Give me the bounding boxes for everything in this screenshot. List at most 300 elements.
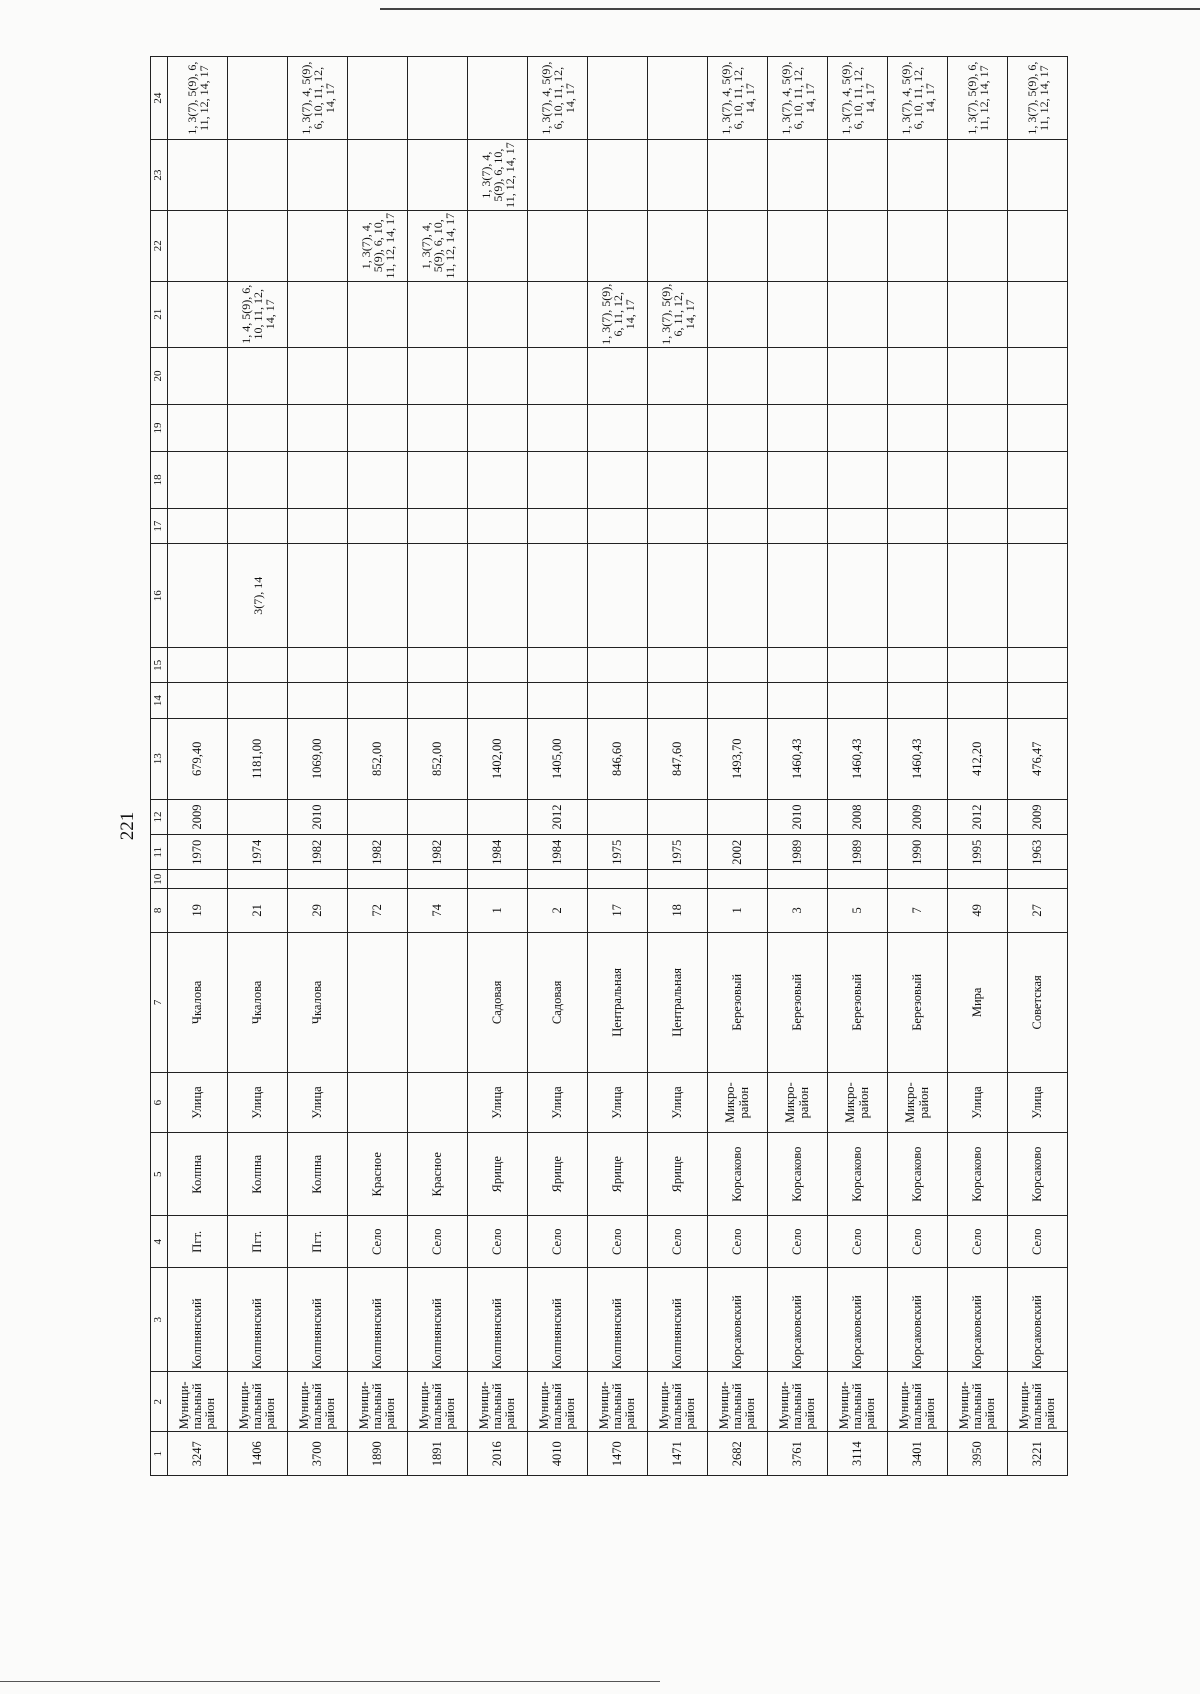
cell-street-type	[408, 1072, 468, 1132]
cell-col-10	[828, 870, 888, 889]
cell-col-22	[888, 210, 948, 281]
cell-district: Колпнянский	[168, 1268, 228, 1372]
cell-record-id: 3700	[288, 1432, 348, 1476]
cell-col-24: 1, 3(7), 5(9), 6, 11, 12, 14, 17	[168, 57, 228, 140]
cell-settlement-name: Колпна	[168, 1133, 228, 1216]
cell-col-23	[828, 140, 888, 211]
cell-col-24: 1, 3(7), 4, 5(9), 6, 10, 11, 12, 14, 17	[708, 57, 768, 140]
cell-col-24	[588, 57, 648, 140]
cell-total-area: 1069,00	[288, 718, 348, 799]
cell-street-name: Центральная	[588, 932, 648, 1072]
cell-col-22	[588, 210, 648, 281]
page-number: 221	[117, 811, 138, 841]
cell-col-18	[288, 451, 348, 508]
cell-col-15	[1008, 648, 1068, 683]
cell-house-number: 18	[648, 889, 708, 933]
cell-col-20	[468, 347, 528, 404]
cell-district: Корсаковский	[1008, 1268, 1068, 1372]
cell-district: Корсаковский	[828, 1268, 888, 1372]
cell-col-14	[1008, 683, 1068, 718]
cell-settlement-type: Село	[888, 1216, 948, 1268]
cell-col-16	[1008, 544, 1068, 648]
cell-col-24: 1, 3(7), 5(9), 6, 11, 12, 14, 17	[1008, 57, 1068, 140]
cell-build-year: 2002	[708, 835, 768, 870]
cell-settlement-name: Красное	[348, 1133, 408, 1216]
cell-col-14	[708, 683, 768, 718]
cell-record-id: 4010	[528, 1432, 588, 1476]
cell-col-17	[348, 508, 408, 543]
cell-house-number: 5	[828, 889, 888, 933]
cell-repair-year	[588, 799, 648, 834]
cell-settlement-name: Корсаково	[708, 1133, 768, 1216]
col-header: 24	[151, 57, 168, 140]
cell-municipality-type: Муници-пальный район	[588, 1372, 648, 1432]
cell-house-number: 49	[948, 889, 1008, 933]
cell-street-name: Березовый	[828, 932, 888, 1072]
cell-col-20	[168, 347, 228, 404]
cell-record-id: 3761	[768, 1432, 828, 1476]
cell-col-23	[1008, 140, 1068, 211]
cell-col-23	[888, 140, 948, 211]
cell-municipality-type: Муници-пальный район	[708, 1372, 768, 1432]
cell-col-23	[288, 140, 348, 211]
col-header: 14	[151, 683, 168, 718]
cell-col-19	[468, 405, 528, 452]
cell-col-22	[528, 210, 588, 281]
cell-col-22	[828, 210, 888, 281]
cell-district: Корсаковский	[768, 1268, 828, 1372]
cell-col-21	[948, 281, 1008, 347]
cell-repair-year: 2010	[768, 799, 828, 834]
col-header: 15	[151, 648, 168, 683]
cell-col-16	[648, 544, 708, 648]
cell-street-type: Улица	[588, 1072, 648, 1132]
cell-repair-year: 2012	[948, 799, 1008, 834]
cell-house-number: 1	[708, 889, 768, 933]
cell-street-name: Березовый	[888, 932, 948, 1072]
cell-repair-year	[228, 799, 288, 834]
cell-col-14	[888, 683, 948, 718]
cell-col-16	[528, 544, 588, 648]
cell-col-23	[648, 140, 708, 211]
cell-total-area: 852,00	[408, 718, 468, 799]
cell-house-number: 7	[888, 889, 948, 933]
cell-settlement-type: Пгт.	[228, 1216, 288, 1268]
cell-municipality-type: Муници-пальный район	[168, 1372, 228, 1432]
cell-total-area: 1405,00	[528, 718, 588, 799]
cell-col-21: 1, 3(7), 5(9), 6, 11, 12, 14, 17	[648, 281, 708, 347]
cell-build-year: 1963	[1008, 835, 1068, 870]
cell-build-year: 1982	[348, 835, 408, 870]
cell-col-10	[768, 870, 828, 889]
cell-col-24: 1, 3(7), 4, 5(9), 6, 10, 11, 12, 14, 17	[528, 57, 588, 140]
cell-record-id: 1890	[348, 1432, 408, 1476]
cell-street-name: Советская	[1008, 932, 1068, 1072]
cell-record-id: 3221	[1008, 1432, 1068, 1476]
cell-municipality-type: Муници-пальный район	[648, 1372, 708, 1432]
cell-street-name: Садовая	[528, 932, 588, 1072]
cell-record-id: 2682	[708, 1432, 768, 1476]
cell-total-area: 412,20	[948, 718, 1008, 799]
cell-settlement-type: Пгт.	[168, 1216, 228, 1268]
cell-street-name: Садовая	[468, 932, 528, 1072]
cell-col-10	[588, 870, 648, 889]
cell-street-name: Чкалова	[228, 932, 288, 1072]
cell-district: Колпнянский	[288, 1268, 348, 1372]
cell-repair-year: 2009	[1008, 799, 1068, 834]
cell-col-21: 1, 3(7), 5(9), 6, 11, 12, 14, 17	[588, 281, 648, 347]
cell-col-18	[528, 451, 588, 508]
cell-municipality-type: Муници-пальный район	[288, 1372, 348, 1432]
col-header: 4	[151, 1216, 168, 1268]
cell-record-id: 2016	[468, 1432, 528, 1476]
cell-district: Колпнянский	[348, 1268, 408, 1372]
cell-col-21	[528, 281, 588, 347]
cell-street-name: Мира	[948, 932, 1008, 1072]
cell-municipality-type: Муници-пальный район	[948, 1372, 1008, 1432]
cell-col-23	[708, 140, 768, 211]
cell-district: Корсаковский	[888, 1268, 948, 1372]
cell-col-15	[408, 648, 468, 683]
cell-repair-year: 2012	[528, 799, 588, 834]
cell-col-19	[708, 405, 768, 452]
cell-col-16	[288, 544, 348, 648]
cell-col-23	[588, 140, 648, 211]
cell-municipality-type: Муници-пальный район	[1008, 1372, 1068, 1432]
cell-col-22	[228, 210, 288, 281]
cell-col-16	[948, 544, 1008, 648]
cell-col-24: 1, 3(7), 4, 5(9), 6, 10, 11, 12, 14, 17	[288, 57, 348, 140]
cell-settlement-type: Село	[348, 1216, 408, 1268]
cell-street-name: Чкалова	[168, 932, 228, 1072]
cell-repair-year	[348, 799, 408, 834]
cell-settlement-name: Красное	[408, 1133, 468, 1216]
table-row	[768, 57, 828, 1476]
cell-col-15	[588, 648, 648, 683]
cell-col-23	[768, 140, 828, 211]
cell-col-23	[348, 140, 408, 211]
cell-col-15	[648, 648, 708, 683]
col-header: 18	[151, 451, 168, 508]
cell-col-20	[708, 347, 768, 404]
cell-build-year: 1990	[888, 835, 948, 870]
cell-col-22: 1, 3(7), 4, 5(9), 6, 10, 11, 12, 14, 17	[348, 210, 408, 281]
cell-col-10	[288, 870, 348, 889]
cell-settlement-name: Корсаково	[828, 1133, 888, 1216]
cell-street-type: Микро-район	[768, 1072, 828, 1132]
cell-col-15	[528, 648, 588, 683]
cell-col-24	[228, 57, 288, 140]
cell-col-19	[228, 405, 288, 452]
cell-col-19	[948, 405, 1008, 452]
col-header: 11	[151, 835, 168, 870]
cell-col-22	[468, 210, 528, 281]
cell-record-id: 1471	[648, 1432, 708, 1476]
cell-col-10	[228, 870, 288, 889]
table-row	[828, 57, 888, 1476]
cell-repair-year: 2010	[288, 799, 348, 834]
cell-total-area: 1460,43	[888, 718, 948, 799]
cell-col-15	[828, 648, 888, 683]
cell-col-15	[768, 648, 828, 683]
cell-col-16	[588, 544, 648, 648]
cell-col-10	[648, 870, 708, 889]
cell-col-18	[228, 451, 288, 508]
cell-col-23	[228, 140, 288, 211]
cell-build-year: 1974	[228, 835, 288, 870]
cell-col-19	[648, 405, 708, 452]
cell-col-16	[708, 544, 768, 648]
cell-col-17	[648, 508, 708, 543]
cell-settlement-name: Колпна	[288, 1133, 348, 1216]
cell-street-type: Улица	[528, 1072, 588, 1132]
cell-build-year: 1975	[648, 835, 708, 870]
cell-col-21	[288, 281, 348, 347]
cell-repair-year	[708, 799, 768, 834]
cell-col-10	[948, 870, 1008, 889]
col-header: 6	[151, 1072, 168, 1132]
cell-settlement-name: Корсаково	[888, 1133, 948, 1216]
cell-col-20	[228, 347, 288, 404]
cell-settlement-type: Село	[648, 1216, 708, 1268]
cell-col-17	[828, 508, 888, 543]
cell-district: Колпнянский	[528, 1268, 588, 1372]
col-header: 2	[151, 1372, 168, 1432]
cell-col-17	[708, 508, 768, 543]
cell-district: Колпнянский	[468, 1268, 528, 1372]
cell-street-type: Улица	[168, 1072, 228, 1132]
cell-col-15	[228, 648, 288, 683]
col-header: 13	[151, 718, 168, 799]
cell-build-year: 1984	[468, 835, 528, 870]
cell-col-14	[828, 683, 888, 718]
cell-repair-year: 2009	[168, 799, 228, 834]
cell-col-22	[948, 210, 1008, 281]
cell-col-23	[408, 140, 468, 211]
cell-col-15	[468, 648, 528, 683]
cell-record-id: 1891	[408, 1432, 468, 1476]
cell-col-16	[408, 544, 468, 648]
col-header: 16	[151, 544, 168, 648]
cell-street-type: Улица	[1008, 1072, 1068, 1132]
cell-col-19	[408, 405, 468, 452]
col-header: 20	[151, 347, 168, 404]
cell-col-21: 1, 4, 5(9), 6, 10, 11, 12, 14, 17	[228, 281, 288, 347]
cell-col-10	[168, 870, 228, 889]
cell-col-19	[768, 405, 828, 452]
cell-col-18	[888, 451, 948, 508]
cell-col-10	[888, 870, 948, 889]
cell-col-18	[1008, 451, 1068, 508]
cell-col-19	[288, 405, 348, 452]
scan-edge-line	[380, 8, 1200, 10]
cell-street-type: Улица	[288, 1072, 348, 1132]
cell-house-number: 2	[528, 889, 588, 933]
rotated-table-container	[150, 56, 1068, 1476]
cell-col-14	[648, 683, 708, 718]
col-header: 3	[151, 1268, 168, 1372]
cell-col-20	[288, 347, 348, 404]
cell-district: Корсаковский	[948, 1268, 1008, 1372]
cell-col-15	[708, 648, 768, 683]
cell-col-24	[408, 57, 468, 140]
cell-col-24: 1, 3(7), 5(9), 6, 11, 12, 14, 17	[948, 57, 1008, 140]
col-header: 7	[151, 932, 168, 1072]
cell-col-15	[348, 648, 408, 683]
cell-col-21	[828, 281, 888, 347]
cell-col-17	[468, 508, 528, 543]
cell-col-23	[528, 140, 588, 211]
cell-street-type: Улица	[648, 1072, 708, 1132]
cell-build-year: 1982	[288, 835, 348, 870]
cell-street-name	[348, 932, 408, 1072]
cell-district: Колпнянский	[588, 1268, 648, 1372]
table-row	[168, 57, 228, 1476]
cell-total-area: 847,60	[648, 718, 708, 799]
cell-record-id: 3114	[828, 1432, 888, 1476]
cell-street-type	[348, 1072, 408, 1132]
cell-col-21	[348, 281, 408, 347]
cell-col-10	[1008, 870, 1068, 889]
cell-settlement-type: Село	[528, 1216, 588, 1268]
cell-col-17	[888, 508, 948, 543]
cell-col-14	[408, 683, 468, 718]
cell-settlement-name: Корсаково	[1008, 1133, 1068, 1216]
cell-col-14	[288, 683, 348, 718]
cell-col-24	[648, 57, 708, 140]
cell-total-area: 1402,00	[468, 718, 528, 799]
cell-municipality-type: Муници-пальный район	[228, 1372, 288, 1432]
cell-col-14	[168, 683, 228, 718]
cell-total-area: 1493,70	[708, 718, 768, 799]
cell-col-17	[588, 508, 648, 543]
cell-repair-year	[468, 799, 528, 834]
cell-col-20	[588, 347, 648, 404]
cell-build-year: 1989	[768, 835, 828, 870]
cell-col-19	[588, 405, 648, 452]
cell-col-10	[468, 870, 528, 889]
cell-col-18	[468, 451, 528, 508]
cell-col-17	[948, 508, 1008, 543]
cell-col-10	[528, 870, 588, 889]
cell-repair-year	[408, 799, 468, 834]
cell-col-16	[828, 544, 888, 648]
cell-col-15	[168, 648, 228, 683]
cell-house-number: 27	[1008, 889, 1068, 933]
cell-col-18	[408, 451, 468, 508]
cell-build-year: 1982	[408, 835, 468, 870]
cell-col-17	[528, 508, 588, 543]
cell-col-17	[768, 508, 828, 543]
cell-total-area: 1460,43	[828, 718, 888, 799]
table-row	[948, 57, 1008, 1476]
cell-col-22	[1008, 210, 1068, 281]
cell-district: Колпнянский	[648, 1268, 708, 1372]
table-row	[408, 57, 468, 1476]
cell-house-number: 21	[228, 889, 288, 933]
cell-settlement-name: Корсаково	[768, 1133, 828, 1216]
cell-col-16	[168, 544, 228, 648]
cell-street-type: Микро-район	[828, 1072, 888, 1132]
table-row	[468, 57, 528, 1476]
cell-settlement-name: Колпна	[228, 1133, 288, 1216]
cell-col-18	[948, 451, 1008, 508]
cell-col-10	[348, 870, 408, 889]
cell-col-17	[288, 508, 348, 543]
cell-settlement-type: Село	[588, 1216, 648, 1268]
scan-edge-line	[0, 1681, 660, 1682]
cell-municipality-type: Муници-пальный район	[888, 1372, 948, 1432]
cell-col-22	[708, 210, 768, 281]
cell-col-23: 1, 3(7), 4, 5(9), 6, 10, 11, 12, 14, 17	[468, 140, 528, 211]
col-header: 23	[151, 140, 168, 211]
cell-street-name: Березовый	[768, 932, 828, 1072]
cell-col-24: 1, 3(7), 4, 5(9), 6, 10, 11, 12, 14, 17	[888, 57, 948, 140]
cell-street-type: Улица	[468, 1072, 528, 1132]
cell-col-23	[168, 140, 228, 211]
cell-col-20	[948, 347, 1008, 404]
cell-street-type: Улица	[228, 1072, 288, 1132]
table-row	[528, 57, 588, 1476]
cell-col-22	[768, 210, 828, 281]
cell-col-19	[528, 405, 588, 452]
cell-record-id: 3950	[948, 1432, 1008, 1476]
cell-col-18	[708, 451, 768, 508]
cell-col-21	[768, 281, 828, 347]
col-header: 19	[151, 405, 168, 452]
column-number-header	[151, 57, 168, 1476]
cell-col-24: 1, 3(7), 4, 5(9), 6, 10, 11, 12, 14, 17	[768, 57, 828, 140]
cell-build-year: 1995	[948, 835, 1008, 870]
cell-col-19	[888, 405, 948, 452]
cell-municipality-type: Муници-пальный район	[408, 1372, 468, 1432]
cell-settlement-name: Ярище	[528, 1133, 588, 1216]
col-header: 8	[151, 889, 168, 933]
cell-municipality-type: Муници-пальный район	[528, 1372, 588, 1432]
cell-settlement-name: Ярище	[588, 1133, 648, 1216]
cell-col-14	[768, 683, 828, 718]
cell-col-15	[288, 648, 348, 683]
cell-house-number: 74	[408, 889, 468, 933]
cell-col-20	[408, 347, 468, 404]
table-row	[708, 57, 768, 1476]
cell-municipality-type: Муници-пальный район	[768, 1372, 828, 1432]
cell-col-20	[348, 347, 408, 404]
table-row	[888, 57, 948, 1476]
cell-col-24: 1, 3(7), 4, 5(9), 6, 10, 11, 12, 14, 17	[828, 57, 888, 140]
cell-build-year: 1984	[528, 835, 588, 870]
cell-col-17	[1008, 508, 1068, 543]
table-row	[648, 57, 708, 1476]
cell-street-name: Березовый	[708, 932, 768, 1072]
cell-col-17	[408, 508, 468, 543]
cell-total-area: 846,60	[588, 718, 648, 799]
cell-repair-year: 2008	[828, 799, 888, 834]
table-row	[1008, 57, 1068, 1476]
cell-col-14	[948, 683, 1008, 718]
cell-district: Колпнянский	[408, 1268, 468, 1372]
table-row	[348, 57, 408, 1476]
col-header: 12	[151, 799, 168, 834]
cell-house-number: 19	[168, 889, 228, 933]
table-row	[288, 57, 348, 1476]
cell-col-17	[168, 508, 228, 543]
cell-build-year: 1989	[828, 835, 888, 870]
cell-settlement-type: Село	[708, 1216, 768, 1268]
cell-settlement-type: Село	[408, 1216, 468, 1268]
cell-street-name: Центральная	[648, 932, 708, 1072]
cell-total-area: 1460,43	[768, 718, 828, 799]
